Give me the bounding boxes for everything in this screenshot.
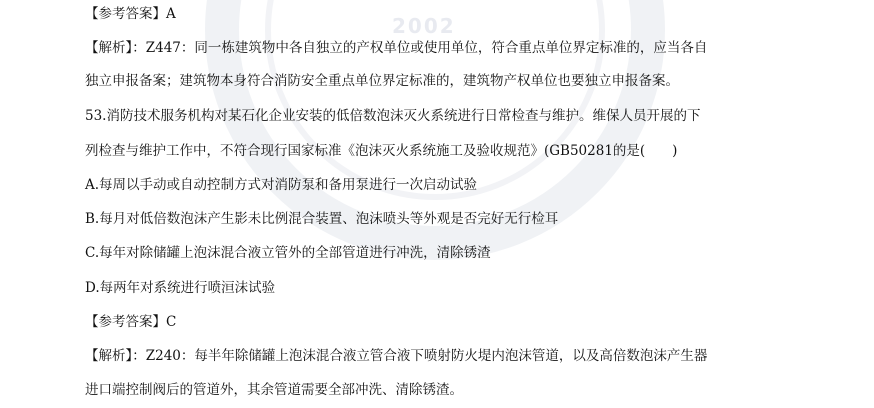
explanation-52-line2: 独立申报备案；建筑物本身符合消防安全重点单位界定标准的，建筑物产权单位也要独立申报备案。 bbox=[85, 73, 679, 89]
question-53-line2: 列检查与维护工作中，不符合现行国家标准《泡沫灭火系统施工及验收规范》(GB50281的是( ) bbox=[85, 143, 678, 159]
watermark-seal-inner-ring bbox=[265, 0, 605, 200]
explanation-52-line1: 【解析】：Z447：同一栋建筑物中各自独立的产权单位或使用单位，符合重点单位界定标准的，应当各自 bbox=[85, 40, 708, 56]
option-c: C.每年对除储罐上泡沫混合液立管外的全部管道进行冲洗，清除锈渣 bbox=[85, 245, 491, 261]
question-53-line1: 53.消防技术服务机构对某石化企业安装的低倍数泡沫灭火系统进行日常检查与维护。维保人员开展的下 bbox=[85, 108, 701, 124]
watermark-year: 2002 bbox=[392, 14, 456, 38]
option-d: D.每两年对系统进行喷洹沫试验 bbox=[85, 280, 276, 296]
option-b: B.每月对低倍数泡沫产生影未比例混合装置、泡沫喷头等外观是否完好无行检耳 bbox=[85, 211, 559, 227]
explanation-53-line2: 进口端控制阀后的管道外，其余管道需要全部冲洗、清除锈渣。 bbox=[85, 382, 463, 398]
answer-52: 【参考答案】A bbox=[85, 6, 176, 22]
explanation-53-line1: 【解析】：Z240：每半年除储罐上泡沫混合液立管合液下喷射防火堤内泡沫管道，以及高倍数泡沫产生器 bbox=[85, 348, 708, 364]
option-a: A.每周以手动或自动控制方式对消防泵和备用泵进行一次启动试验 bbox=[85, 177, 478, 193]
answer-53: 【参考答案】C bbox=[85, 314, 177, 330]
